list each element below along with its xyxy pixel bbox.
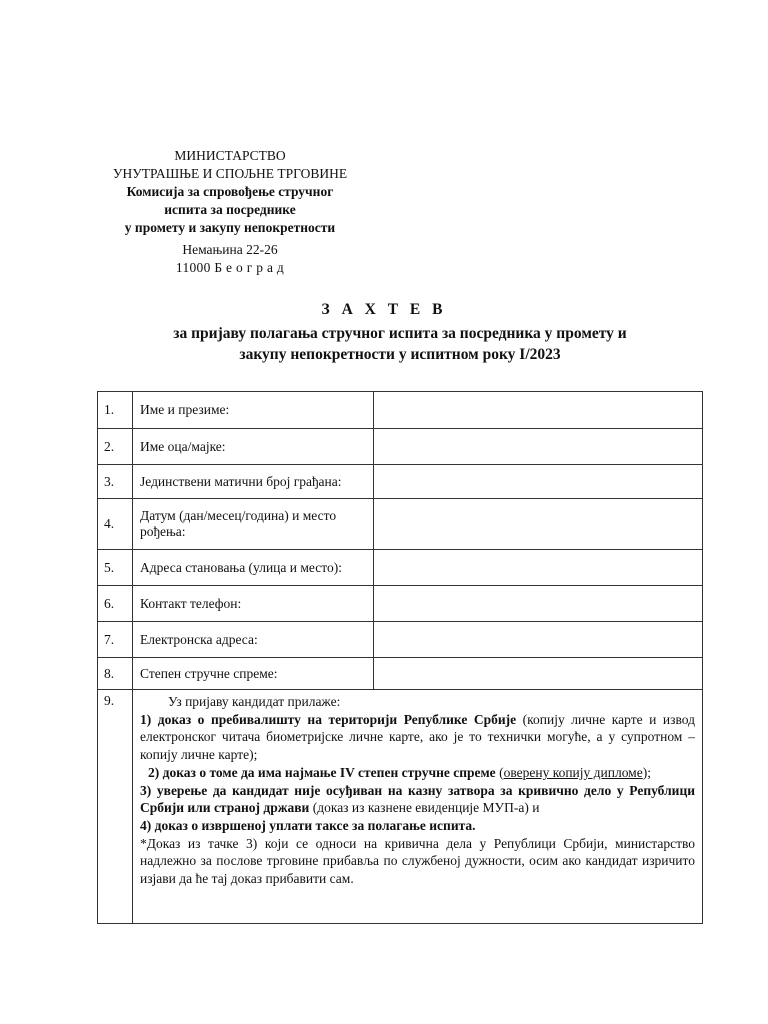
row-number: 6. (98, 586, 133, 622)
field-value-phone[interactable] (374, 586, 703, 622)
document-title: З А Х Т Е В (321, 301, 447, 318)
application-form-table (97, 391, 703, 924)
attachment-item-2-underlined: оверену копију дипломе (503, 764, 643, 780)
subtitle-line-1: за пријаву полагања стручног испита за посредника у промету и (173, 325, 627, 342)
field-value-full-name[interactable] (374, 392, 703, 429)
attachment-note: *Доказ из тачке 3) који се односи на кривична дела у Републици Србији, министарство надлежно за послове трговине прибавља по службеној дужности, осим ако кандидат изричито изјави да ће тај доказ прибавити сам. (140, 835, 695, 887)
document-subtitle (130, 323, 670, 365)
field-value-parent-name[interactable] (374, 429, 703, 465)
attachment-item-2-open: ( (495, 764, 504, 780)
row-number: 3. (98, 465, 133, 499)
attachments-intro: Уз пријаву кандидат прилаже: (168, 694, 341, 709)
attachment-item-2-title: 2) доказ о томе да има најмање IV степен стручне спреме (148, 764, 496, 780)
form-row-parent-name (98, 429, 703, 465)
row-number: 2. (98, 429, 133, 465)
field-label-education: Степен стручне спреме: (133, 658, 374, 690)
form-row-name (98, 392, 703, 429)
ministry-department: УНУТРАШЊЕ И СПОЉНЕ ТРГОВИНЕ (112, 166, 348, 181)
attachment-item-1-title: 1) доказ о пребивалишту на територији Републике Србије (140, 711, 517, 727)
row-number: 9. (98, 690, 133, 924)
field-label-email: Електронска адреса: (133, 622, 374, 658)
field-label-birth-date-place: Датум (дан/месец/година) и место рођења: (133, 499, 374, 550)
row-number: 8. (98, 658, 133, 690)
field-label-full-name: Име и презиме: (133, 392, 374, 429)
field-label-parent-name: Име оца/мајке: (133, 429, 374, 465)
street-address: Немањина 22-26 (182, 242, 278, 257)
row-number: 1. (98, 392, 133, 429)
field-value-education[interactable] (374, 658, 703, 690)
form-row-phone (98, 586, 703, 622)
attachment-item-4 (140, 817, 695, 835)
field-value-birth-date-place[interactable] (374, 499, 703, 550)
document-header (95, 147, 365, 277)
commission-line-3: у промету и закупу непокретности (124, 220, 336, 235)
form-row-email (98, 622, 703, 658)
row-number: 5. (98, 550, 133, 586)
attachment-item-4-title: 4) доказ о извршеној уплати таксе за полагање испита. (140, 817, 476, 833)
field-label-jmbg: Јединствени матични број грађана: (133, 465, 374, 499)
form-row-attachments (98, 690, 703, 924)
ministry-name: МИНИСТАРСТВО (174, 148, 286, 163)
field-value-address[interactable] (374, 550, 703, 586)
form-row-birth (98, 499, 703, 550)
attachment-item-2 (140, 764, 695, 782)
city-address: 11000 Б е о г р а д (175, 260, 285, 275)
field-label-phone: Контакт телефон: (133, 586, 374, 622)
row-number: 7. (98, 622, 133, 658)
attachment-item-3 (140, 782, 695, 817)
commission-line-2: испита за посреднике (164, 202, 296, 217)
commission-line-1: Комисија за спровођење стручног (126, 184, 334, 199)
attachment-item-1 (140, 711, 695, 764)
field-value-email[interactable] (374, 622, 703, 658)
attachment-item-3-title: 3) уверење да кандидат није осуђиван на казну затвора за кривично дело у Републици Србији или страној држави (140, 782, 695, 816)
attachments-text (133, 690, 703, 924)
form-row-address (98, 550, 703, 586)
attachment-item-2-close: ); (642, 764, 651, 780)
attachment-item-3-detail: (доказ из казнене евиденције МУП-а) и (309, 800, 540, 816)
field-value-jmbg[interactable] (374, 465, 703, 499)
subtitle-line-2: закупу непокретности у испитном року I/2023 (239, 346, 561, 363)
form-row-jmbg (98, 465, 703, 499)
attachment-item-1-detail: (копију личне карте и извод електронског читача биометријске личне карте, ако је то технички могуће, а у супротном – копију личне карте); (140, 711, 696, 763)
form-row-education (98, 658, 703, 690)
row-number: 4. (98, 499, 133, 550)
field-label-address: Адреса становања (улица и место): (133, 550, 374, 586)
